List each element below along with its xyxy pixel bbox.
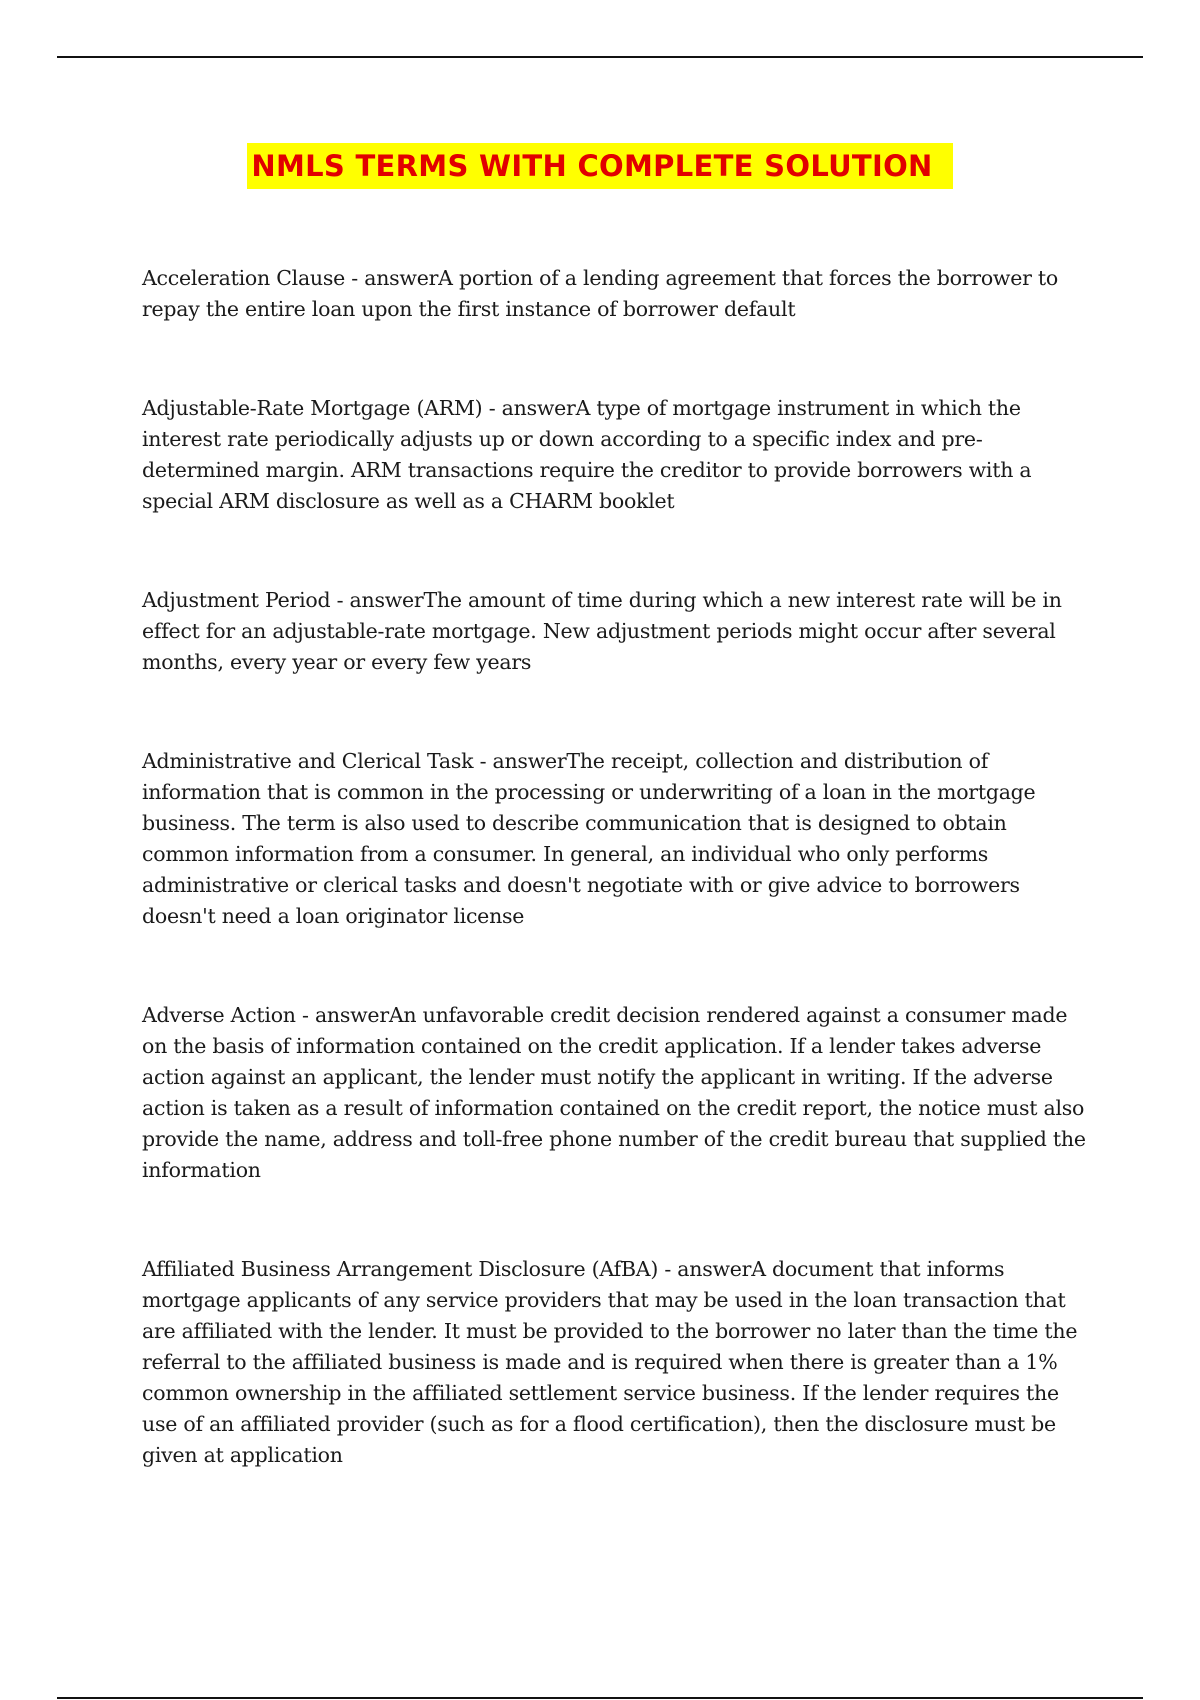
footer-rule [57, 1697, 1143, 1699]
term-entry-adjustable-rate-mortgage: Adjustable-Rate Mortgage (ARM) - answerA type of mortgage instrument in which the interest rate periodically adjusts up or down according to a specific index and pre-determined margin. ARM transactions require the creditor to provide borrowers with a special ARM disclosure as well as a CHARM booklet [142, 396, 1032, 513]
term-entry-acceleration-clause: Acceleration Clause - answerA portion of a lending agreement that forces the borrower to repay the entire loan upon the first instance of borrower default [142, 266, 1059, 321]
document-title: NMLS TERMS WITH COMPLETE SOLUTION [247, 143, 952, 189]
term-entry-adjustment-period: Adjustment Period - answerThe amount of time during which a new interest rate will be in effect for an adjustable-rate mortgage. New adjustment periods might occur after several months, every year or every few years [142, 588, 1062, 674]
term-entry-administrative-clerical-task: Administrative and Clerical Task - answerThe receipt, collection and distribution of information that is common in the processing or underwriting of a loan in the mortgage business. The term is also used to describe communication that is designed to obtain common information from a consumer. In general, an individual who only performs administrative or clerical tasks and doesn't negotiate with or give advice to borrowers doesn't need a loan originator license [142, 749, 1036, 928]
term-entry-adverse-action: Adverse Action - answerAn unfavorable credit decision rendered against a consumer made on the basis of information contained on the credit application. If a lender takes adverse action against an applicant, the lender must notify the applicant in writing. If the adverse action is taken as a result of information contained on the credit report, the notice must also provide the name, address and toll-free phone number of the credit bureau that supplied the information [142, 1003, 1086, 1182]
header-rule [57, 56, 1143, 58]
term-entry-affiliated-business-arrangement: Affiliated Business Arrangement Disclosure (AfBA) - answerA document that informs mortgage applicants of any service providers that may be used in the loan transaction that are affiliated with the lender. It must be provided to the borrower no later than the time the referral to the affiliated business is made and is required when there is greater than a 1% common ownership in the affiliated settlement service business. If the lender requires the use of an affiliated provider (such as for a flood certification), then the disclosure must be given at application [142, 1257, 1078, 1467]
title-container [0, 143, 1200, 189]
terms-list [142, 263, 1092, 1539]
